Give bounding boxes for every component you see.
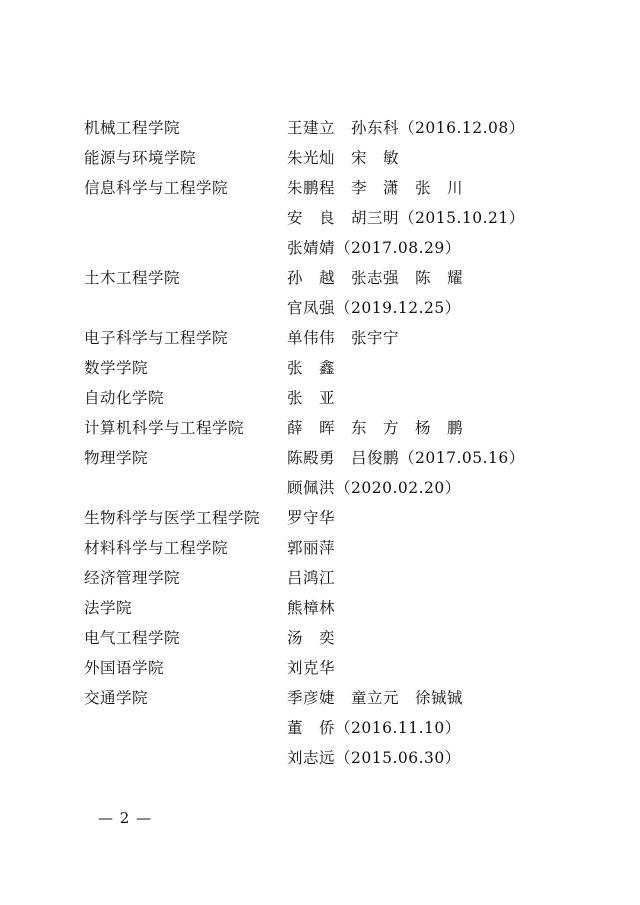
department-name: 自动化学院 [84, 389, 165, 407]
member-names: 朱光灿 宋 敏 [287, 149, 400, 167]
roster-row [0, 113, 640, 143]
member-names: 汤 奕 [287, 629, 336, 647]
member-names: 熊樟林 [287, 599, 336, 617]
department-name: 经济管理学院 [84, 569, 181, 587]
member-names: 季彦婕 童立元 徐铖铖 [287, 689, 464, 707]
roster-row [0, 383, 640, 413]
department-name: 土木工程学院 [84, 269, 181, 287]
member-names: 罗守华 [287, 509, 336, 527]
member-names: 官凤强（2019.12.25） [287, 299, 461, 317]
department-name: 能源与环境学院 [84, 149, 197, 167]
member-names: 张 亚 [287, 389, 336, 407]
member-names: 安 良 胡三明（2015.10.21） [287, 209, 525, 227]
roster-row [0, 473, 640, 503]
member-names: 孙 越 张志强 陈 耀 [287, 269, 464, 287]
department-name: 生物科学与医学工程学院 [84, 509, 261, 527]
roster-row [0, 713, 640, 743]
department-name: 机械工程学院 [84, 119, 181, 137]
roster-row [0, 563, 640, 593]
roster-row [0, 743, 640, 773]
department-name: 材料科学与工程学院 [84, 539, 229, 557]
roster-row [0, 443, 640, 473]
roster-row [0, 203, 640, 233]
member-names: 陈殿勇 吕俊鹏（2017.05.16） [287, 449, 525, 467]
department-name: 信息科学与工程学院 [84, 179, 229, 197]
roster-row [0, 263, 640, 293]
department-name: 物理学院 [84, 449, 149, 467]
department-name: 交通学院 [84, 689, 149, 707]
department-name: 数学学院 [84, 359, 149, 377]
page-number: — 2 — [98, 809, 153, 827]
member-names: 薛 晖 东 方 杨 鹏 [287, 419, 464, 437]
member-names: 董 侨（2016.11.10） [287, 719, 461, 737]
roster-row [0, 233, 640, 263]
roster-row [0, 503, 640, 533]
roster-row [0, 353, 640, 383]
department-name: 法学院 [84, 599, 133, 617]
member-names: 张婧婧（2017.08.29） [287, 239, 461, 257]
member-names: 郭丽萍 [287, 539, 336, 557]
roster-row [0, 143, 640, 173]
roster-row [0, 293, 640, 323]
department-name: 电气工程学院 [84, 629, 181, 647]
member-names: 朱鹏程 李 潇 张 川 [287, 179, 464, 197]
member-names: 张 鑫 [287, 359, 336, 377]
roster-row [0, 413, 640, 443]
member-names: 顾佩洪（2020.02.20） [287, 479, 461, 497]
department-name: 计算机科学与工程学院 [84, 419, 245, 437]
roster-row [0, 533, 640, 563]
member-names: 王建立 孙东科（2016.12.08） [287, 119, 525, 137]
member-names: 吕鸿江 [287, 569, 336, 587]
member-names: 刘志远（2015.06.30） [287, 749, 461, 767]
roster-row [0, 173, 640, 203]
roster-row [0, 653, 640, 683]
roster-row [0, 323, 640, 353]
roster-row [0, 683, 640, 713]
roster-row [0, 623, 640, 653]
member-names: 刘克华 [287, 659, 336, 677]
department-name: 外国语学院 [84, 659, 165, 677]
member-names: 单伟伟 张宇宁 [287, 329, 400, 347]
roster-row [0, 593, 640, 623]
department-name: 电子科学与工程学院 [84, 329, 229, 347]
